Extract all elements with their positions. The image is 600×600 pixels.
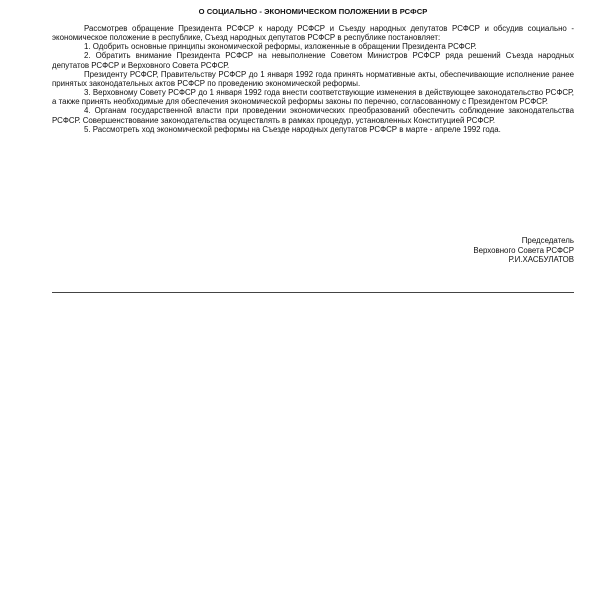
paragraph-item-2-continued: Президенту РСФСР, Правительству РСФСР до 1 января 1992 года принять нормативные акты, обеспечивающие исполнение ранее принятых законодательных актов РСФСР по проведению экономической реформы.	[52, 69, 574, 88]
paragraph-item-3: 3. Верховному Совету РСФСР до 1 января 1992 года внести соответствующие изменения в действующее законодательство РСФСР, а также принять необходимые для обеспечения экономической реформы законы по перечню, согласованному с Президентом РСФСР.	[52, 88, 574, 107]
document-page	[52, 0, 574, 600]
signature-block	[473, 236, 574, 265]
document-body	[52, 24, 574, 134]
paragraph-item-4: 4. Органам государственной власти при проведении экономических преобразований обеспечить соблюдение законодательства РСФСР. Совершенствование законодательства осуществлять в рамках процедур, установленных Конституцией РСФСР.	[52, 106, 574, 125]
horizontal-divider	[52, 292, 574, 293]
signature-name: Р.И.ХАСБУЛАТОВ	[508, 255, 574, 265]
paragraph-item-5: 5. Рассмотреть ход экономической реформы на Съезде народных депутатов РСФСР в марте - апреле 1992 года.	[84, 124, 501, 134]
paragraph-item-2: 2. Обратить внимание Президента РСФСР на невыполнение Советом Министров РСФСР ряда решений Съезда народных депутатов РСФСР и Верховного Совета РСФСР.	[52, 51, 574, 70]
document-title: О СОЦИАЛЬНО - ЭКОНОМИЧЕСКОМ ПОЛОЖЕНИИ В РСФСР	[198, 7, 428, 16]
paragraph-preamble: Рассмотрев обращение Президента РСФСР к народу РСФСР и Съезду народных депутатов РСФСР и обсудив социально - экономическое положение в республике, Съезд народных депутатов РСФСР в республике постановляет:	[52, 24, 574, 43]
signature-body: Верховного Совета РСФСР	[473, 245, 574, 255]
paragraph-item-1: 1. Одобрить основные принципы экономической реформы, изложенные в обращении Президента РСФСР.	[84, 42, 477, 52]
signature-role: Председатель	[521, 236, 574, 245]
